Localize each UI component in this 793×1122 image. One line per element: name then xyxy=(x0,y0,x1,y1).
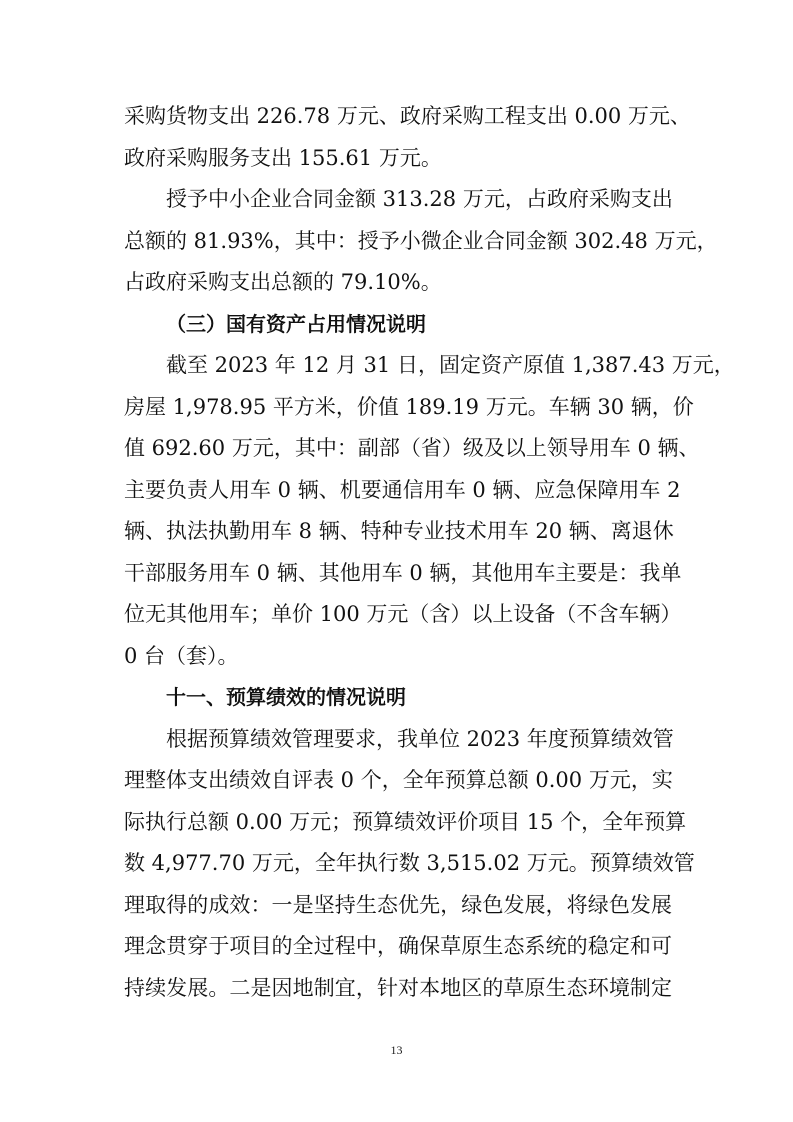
text-line: 主要负责人用车 0 辆、机要通信用车 0 辆、应急保障用车 2 xyxy=(124,477,681,502)
text-line: 总额的 81.93%，其中：授予小微企业合同金额 302.48 万元， xyxy=(124,228,718,253)
text-line: 干部服务用车 0 辆、其他用车 0 辆，其他用车主要是：我单 xyxy=(124,560,682,585)
text-line: 持续发展。二是因地制宜，针对本地区的草原生态环境制定 xyxy=(124,975,672,1000)
text-line: 授予中小企业合同金额 313.28 万元，占政府采购支出 xyxy=(166,187,673,211)
text-line: 理整体支出绩效自评表 0 个，全年预算总额 0.00 万元，实 xyxy=(124,768,673,792)
text-line: 际执行总额 0.00 万元；预算绩效评价项目 15 个，全年预算 xyxy=(124,809,687,834)
text-line: 0 台（套）。 xyxy=(124,643,239,668)
text-line: 理念贯穿于项目的全过程中，确保草原生态系统的稳定和可 xyxy=(124,934,672,958)
page-number: 13 xyxy=(390,1043,403,1057)
document-page xyxy=(124,96,735,1009)
paragraph-budget-performance xyxy=(124,719,695,1010)
text-line: 辆、执法执勤用车 8 辆、特种专业技术用车 20 辆、离退休 xyxy=(124,519,674,543)
text-line: 数 4,977.70 万元，全年执行数 3,515.02 万元。预算绩效管 xyxy=(124,851,695,875)
section-heading-budget-performance: 十一、预算绩效的情况说明 xyxy=(166,685,406,709)
paragraph-procurement-breakdown xyxy=(124,96,691,179)
section-heading-state-assets: （三）国有资产占用情况说明 xyxy=(166,311,426,336)
text-line: 理取得的成效：一是坚持生态优先，绿色发展，将绿色发展 xyxy=(124,892,672,917)
text-line: 根据预算绩效管理要求，我单位 2023 年度预算绩效管 xyxy=(166,726,674,751)
text-line: 值 692.60 万元，其中：副部（省）级及以上领导用车 0 辆、 xyxy=(124,436,700,460)
text-line: 采购货物支出 226.78 万元、政府采购工程支出 0.00 万元、 xyxy=(124,104,691,128)
text-line: 房屋 1,978.95 平方米，价值 189.19 万元。车辆 30 辆，价 xyxy=(124,394,694,419)
text-line: 位无其他用车；单价 100 万元（含）以上设备（不含车辆） xyxy=(124,602,682,626)
text-line: 截至 2023 年 12 月 31 日，固定资产原值 1,387.43 万元， xyxy=(166,353,735,377)
paragraph-state-assets xyxy=(124,345,735,677)
paragraph-sme-contracts xyxy=(124,179,718,304)
text-line: 政府采购服务支出 155.61 万元。 xyxy=(124,145,442,170)
text-line: 占政府采购支出总额的 79.10%。 xyxy=(124,270,442,294)
